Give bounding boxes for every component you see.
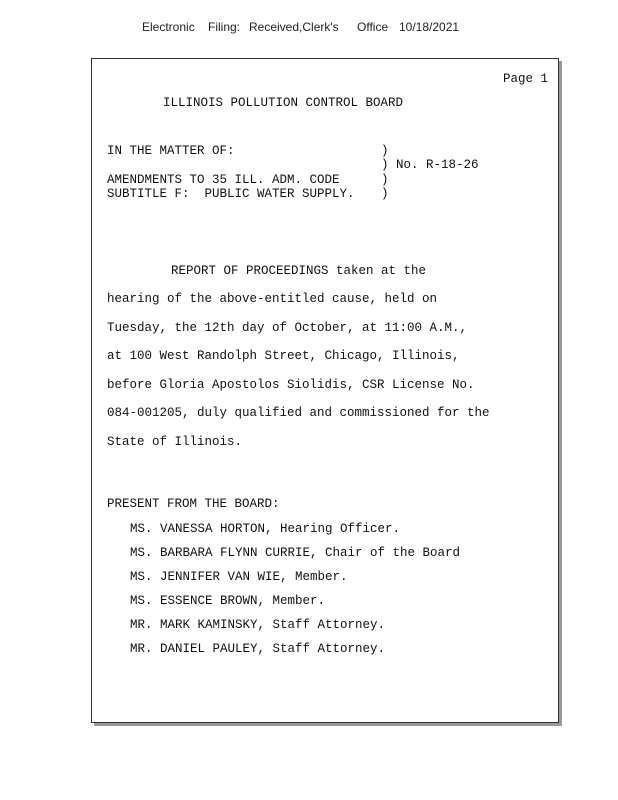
proceedings-line: REPORT OF PROCEEDINGS taken at the xyxy=(171,264,427,278)
caption-paren: ) xyxy=(381,144,389,158)
docket-number: ) No. R-18-26 xyxy=(381,158,479,172)
filing-office: Office xyxy=(357,20,389,34)
proceedings-line: before Gloria Apostolos Siolidis, CSR License No. xyxy=(107,378,475,392)
filing-received: Received,Clerk's xyxy=(249,20,339,34)
proceedings-line: State of Illinois. xyxy=(107,435,243,449)
present-member: MR. MARK KAMINSKY, Staff Attorney. xyxy=(130,618,386,632)
transcript-page xyxy=(91,58,559,723)
filing-date: 10/18/2021 xyxy=(399,20,460,34)
present-heading: PRESENT FROM THE BOARD: xyxy=(107,497,280,511)
present-member: MR. DANIEL PAULEY, Staff Attorney. xyxy=(130,642,386,656)
proceedings-line: at 100 West Randolph Street, Chicago, Illinois, xyxy=(107,349,460,363)
filing-stamp-header xyxy=(0,20,618,36)
proceedings-line: 084-001205, duly qualified and commissioned for the xyxy=(107,406,490,420)
filing-label: Filing: xyxy=(208,20,241,34)
present-member: MS. BARBARA FLYNN CURRIE, Chair of the Board xyxy=(130,546,461,560)
caption-subtitle: SUBTITLE F: PUBLIC WATER SUPPLY. xyxy=(107,187,355,201)
caption-amendments: AMENDMENTS TO 35 ILL. ADM. CODE xyxy=(107,173,340,187)
present-member: MS. VANESSA HORTON, Hearing Officer. xyxy=(130,522,401,536)
caption-paren: ) xyxy=(381,173,389,187)
filing-electronic: Electronic xyxy=(142,20,195,34)
proceedings-line: hearing of the above-entitled cause, held on xyxy=(107,292,438,306)
present-member: MS. ESSENCE BROWN, Member. xyxy=(130,594,326,608)
board-title: ILLINOIS POLLUTION CONTROL BOARD xyxy=(163,96,404,110)
caption-paren: ) xyxy=(381,187,389,201)
caption-in-the-matter: IN THE MATTER OF: xyxy=(107,144,235,158)
page-number: Page 1 xyxy=(503,72,549,86)
present-member: MS. JENNIFER VAN WIE, Member. xyxy=(130,570,348,584)
proceedings-line: Tuesday, the 12th day of October, at 11:00 A.M., xyxy=(107,321,468,335)
